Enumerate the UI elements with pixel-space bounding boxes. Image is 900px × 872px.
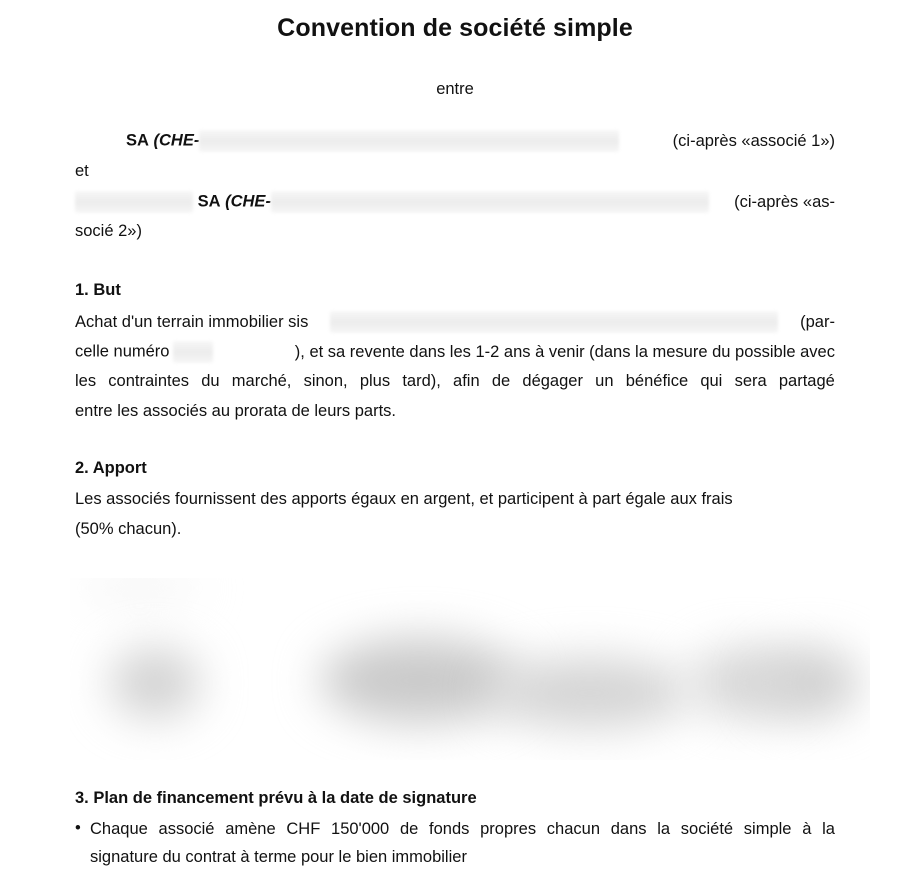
section-1-line-3: les contraintes du marché, sinon, plus tard), afin de dégager un bénéfice qui sera partagé	[75, 372, 835, 390]
redacted-block	[330, 311, 778, 333]
blur-blob	[80, 578, 200, 598]
party-2-name: SA (CHE-	[75, 191, 709, 213]
section-2-line-2: (50% chacun).	[75, 520, 182, 538]
blur-blob	[760, 648, 860, 718]
section-1-line-4: entre les associés au prorata de leurs parts.	[75, 402, 397, 420]
section-1-heading: 1. But	[75, 281, 121, 299]
document-title: Convention de société simple	[277, 14, 633, 42]
redacted-section	[70, 578, 870, 760]
redacted-block	[173, 341, 213, 363]
blur-blob	[490, 658, 690, 728]
redacted-block	[75, 191, 193, 213]
party-1-suffix: (ci-après «associé 1»)	[672, 132, 835, 150]
section-2-line-1: Les associés fournissent des apports égaux en argent, et participent à part égale aux frais	[75, 490, 733, 508]
party-2-line	[75, 191, 835, 213]
section-1-line-1: Achat d'un terrain immobilier sis (par-	[75, 313, 835, 331]
and-text: et	[75, 162, 89, 180]
party-2-suffix-cont: socié 2»)	[75, 222, 142, 240]
redacted-block	[271, 191, 709, 213]
blur-blob	[110, 648, 200, 718]
blur-blob	[320, 638, 520, 723]
between-text: entre	[436, 80, 474, 98]
section-3-line-1: Chaque associé amène CHF 150'000 de fonds propres chacun dans la société simple à la	[90, 820, 835, 838]
section-2-heading: 2. Apport	[75, 459, 147, 477]
section-3-heading: 3. Plan de financement prévu à la date de signature	[75, 789, 477, 807]
section-1-line-2: celle numéro ), et sa revente dans les 1-2 ans à venir (dans la mesure du possible avec	[75, 342, 835, 361]
party-1-line	[75, 130, 835, 152]
bullet-marker: •	[75, 819, 81, 837]
party-2-suffix: (ci-après «as-	[734, 193, 835, 211]
section-3-line-2: signature du contrat à terme pour le bien immobilier	[90, 848, 467, 866]
party-1-name: SA (CHE-	[75, 130, 619, 152]
redacted-block	[199, 130, 619, 152]
